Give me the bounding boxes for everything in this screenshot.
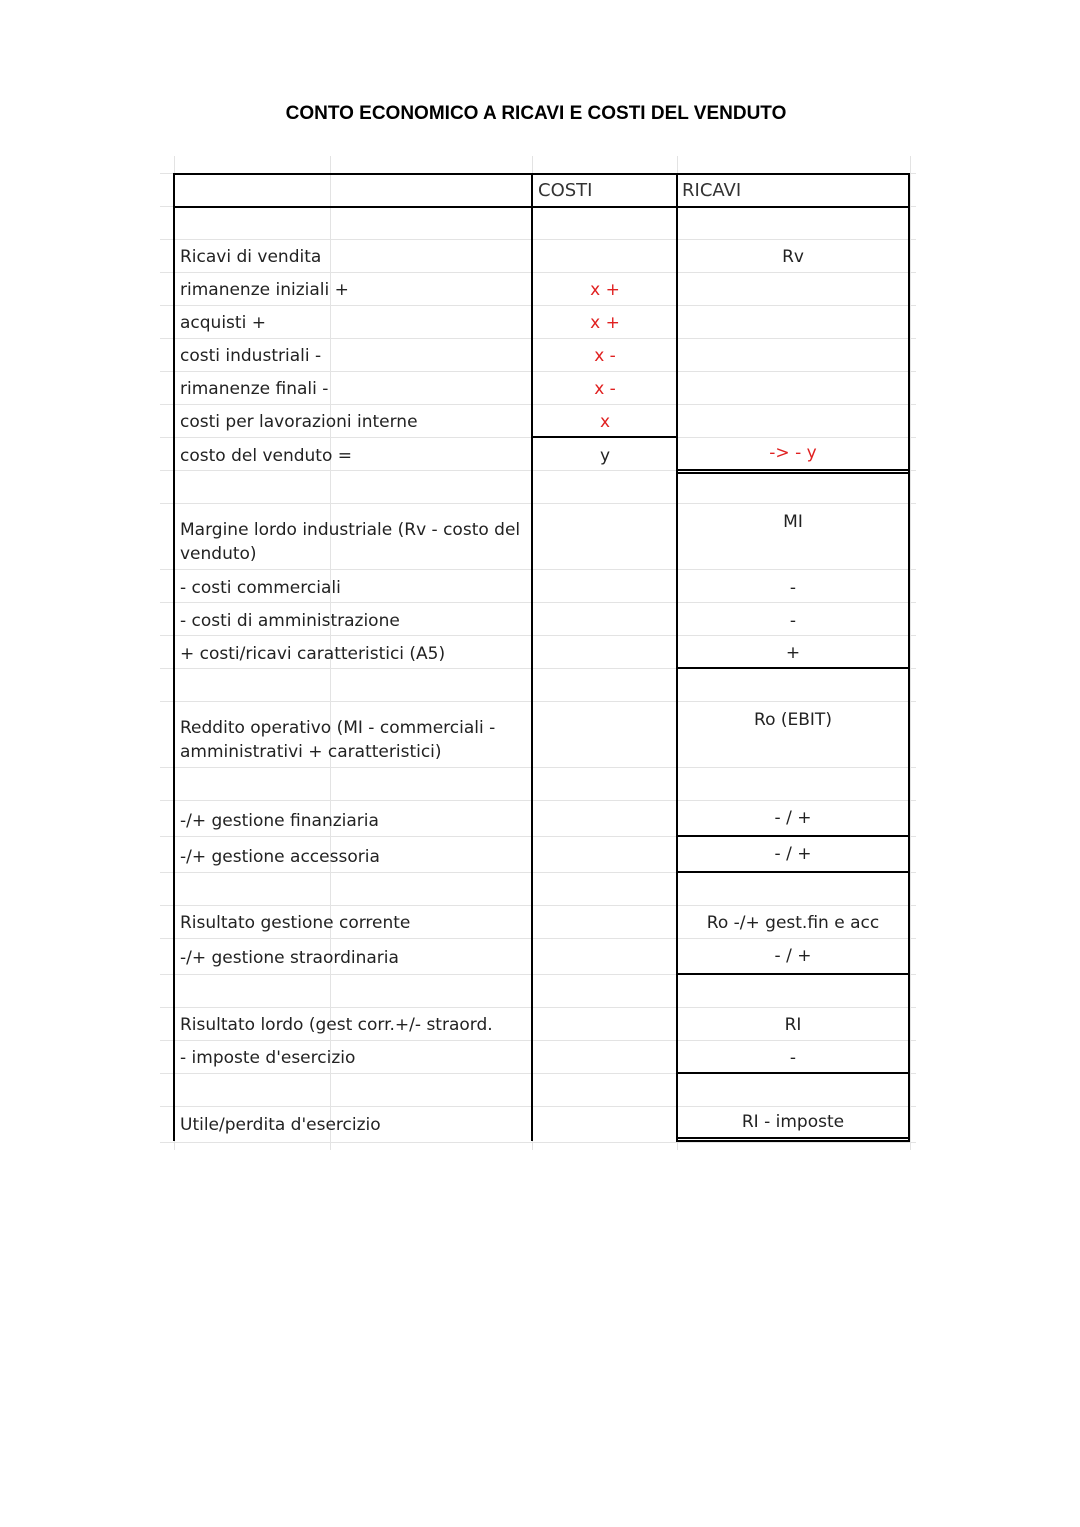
row-label-lavorazioni-interne: costi per lavorazioni interne bbox=[180, 412, 418, 432]
gridline bbox=[910, 156, 911, 1150]
row-label-costi-industriali: costi industriali - bbox=[180, 346, 322, 366]
gridline bbox=[160, 239, 916, 240]
row-label-rimanenze-finali: rimanenze finali - bbox=[180, 379, 329, 399]
border-ricavi-line bbox=[676, 835, 910, 837]
border-ricavi-line bbox=[676, 469, 910, 471]
border-ricavi-line bbox=[676, 472, 910, 474]
header-costi: COSTI bbox=[538, 180, 593, 201]
row-ricavi-costo-venduto: -> - y bbox=[769, 443, 817, 463]
row-label-utile: Utile/perdita d'esercizio bbox=[180, 1115, 381, 1135]
row-costi-costo-venduto: y bbox=[599, 446, 611, 466]
row-ricavi-mi: MI bbox=[783, 512, 803, 532]
row-label-risultato-lordo: Risultato lordo (gest corr.+/- straord. bbox=[180, 1015, 493, 1035]
row-label-costi-amministrazione: - costi di amministrazione bbox=[180, 611, 400, 631]
row-ricavi-gestione-accessoria: - / + bbox=[774, 844, 812, 864]
page-title: CONTO ECONOMICO A RICAVI E COSTI DEL VENDUTO bbox=[285, 103, 787, 124]
row-label-imposte: - imposte d'esercizio bbox=[180, 1048, 356, 1068]
row-label-gestione-finanziaria: -/+ gestione finanziaria bbox=[180, 811, 379, 831]
row-ricavi-imposte: - bbox=[789, 1048, 797, 1068]
gridline bbox=[160, 701, 916, 702]
row-label-ricavi-vendita: Ricavi di vendita bbox=[180, 247, 322, 267]
row-label-margine-lordo: Margine lordo industriale (Rv - costo del venduto) bbox=[180, 520, 521, 564]
gridline bbox=[160, 800, 916, 801]
border-right bbox=[908, 173, 910, 1141]
row-ricavi-rv: Rv bbox=[782, 247, 804, 267]
row-label-gestione-accessoria: -/+ gestione accessoria bbox=[180, 847, 380, 867]
row-label-gestione-corrente: Risultato gestione corrente bbox=[180, 913, 411, 933]
row-label-caratteristici: + costi/ricavi caratteristici (A5) bbox=[180, 644, 446, 664]
border-ricavi-bottom bbox=[676, 1140, 910, 1142]
gridline bbox=[160, 1142, 916, 1143]
row-costi-acquisti: x + bbox=[590, 313, 620, 333]
row-label-costo-venduto: costo del venduto = bbox=[180, 446, 353, 466]
row-costi-rimanenze-finali: x - bbox=[594, 379, 616, 399]
row-ricavi-caratteristici: + bbox=[785, 643, 801, 663]
header-ricavi: RICAVI bbox=[682, 180, 742, 201]
row-ricavi-ro-ebit: Ro (EBIT) bbox=[754, 710, 832, 730]
row-label-costi-commerciali: - costi commerciali bbox=[180, 578, 341, 598]
border-ricavi-line bbox=[676, 973, 910, 975]
row-costi-lavorazioni-interne: x bbox=[599, 412, 611, 432]
row-costi-costi-industriali: x - bbox=[594, 346, 616, 366]
border-ricavi-line bbox=[676, 871, 910, 873]
row-label-reddito-operativo: Reddito operativo (MI - commerciali - amministrativi + caratteristici) bbox=[180, 718, 496, 762]
row-label-rimanenze-iniziali: rimanenze iniziali + bbox=[180, 280, 349, 300]
income-statement-sheet bbox=[160, 156, 916, 1150]
border-header-bottom bbox=[173, 206, 910, 208]
row-ricavi-gestione-finanziaria: - / + bbox=[774, 808, 812, 828]
gridline bbox=[160, 1007, 916, 1008]
row-ricavi-gestione-corrente: Ro -/+ gest.fin e acc bbox=[706, 913, 880, 933]
border-costi-left bbox=[531, 173, 533, 1141]
gridline bbox=[160, 905, 916, 906]
row-ricavi-gestione-straordinaria: - / + bbox=[774, 946, 812, 966]
border-ricavi-bottom bbox=[676, 1137, 910, 1139]
row-ricavi-costi-commerciali: - bbox=[789, 578, 797, 598]
row-label-acquisti: acquisti + bbox=[180, 313, 266, 333]
border-left bbox=[173, 173, 175, 1141]
row-label-gestione-straordinaria: -/+ gestione straordinaria bbox=[180, 948, 399, 968]
row-ricavi-utile: RI - imposte bbox=[741, 1112, 845, 1132]
row-ricavi-ri: RI bbox=[784, 1015, 802, 1035]
gridline bbox=[160, 503, 916, 504]
row-costi-rimanenze-iniziali: x + bbox=[590, 280, 620, 300]
row-ricavi-costi-amministrazione: - bbox=[789, 611, 797, 631]
